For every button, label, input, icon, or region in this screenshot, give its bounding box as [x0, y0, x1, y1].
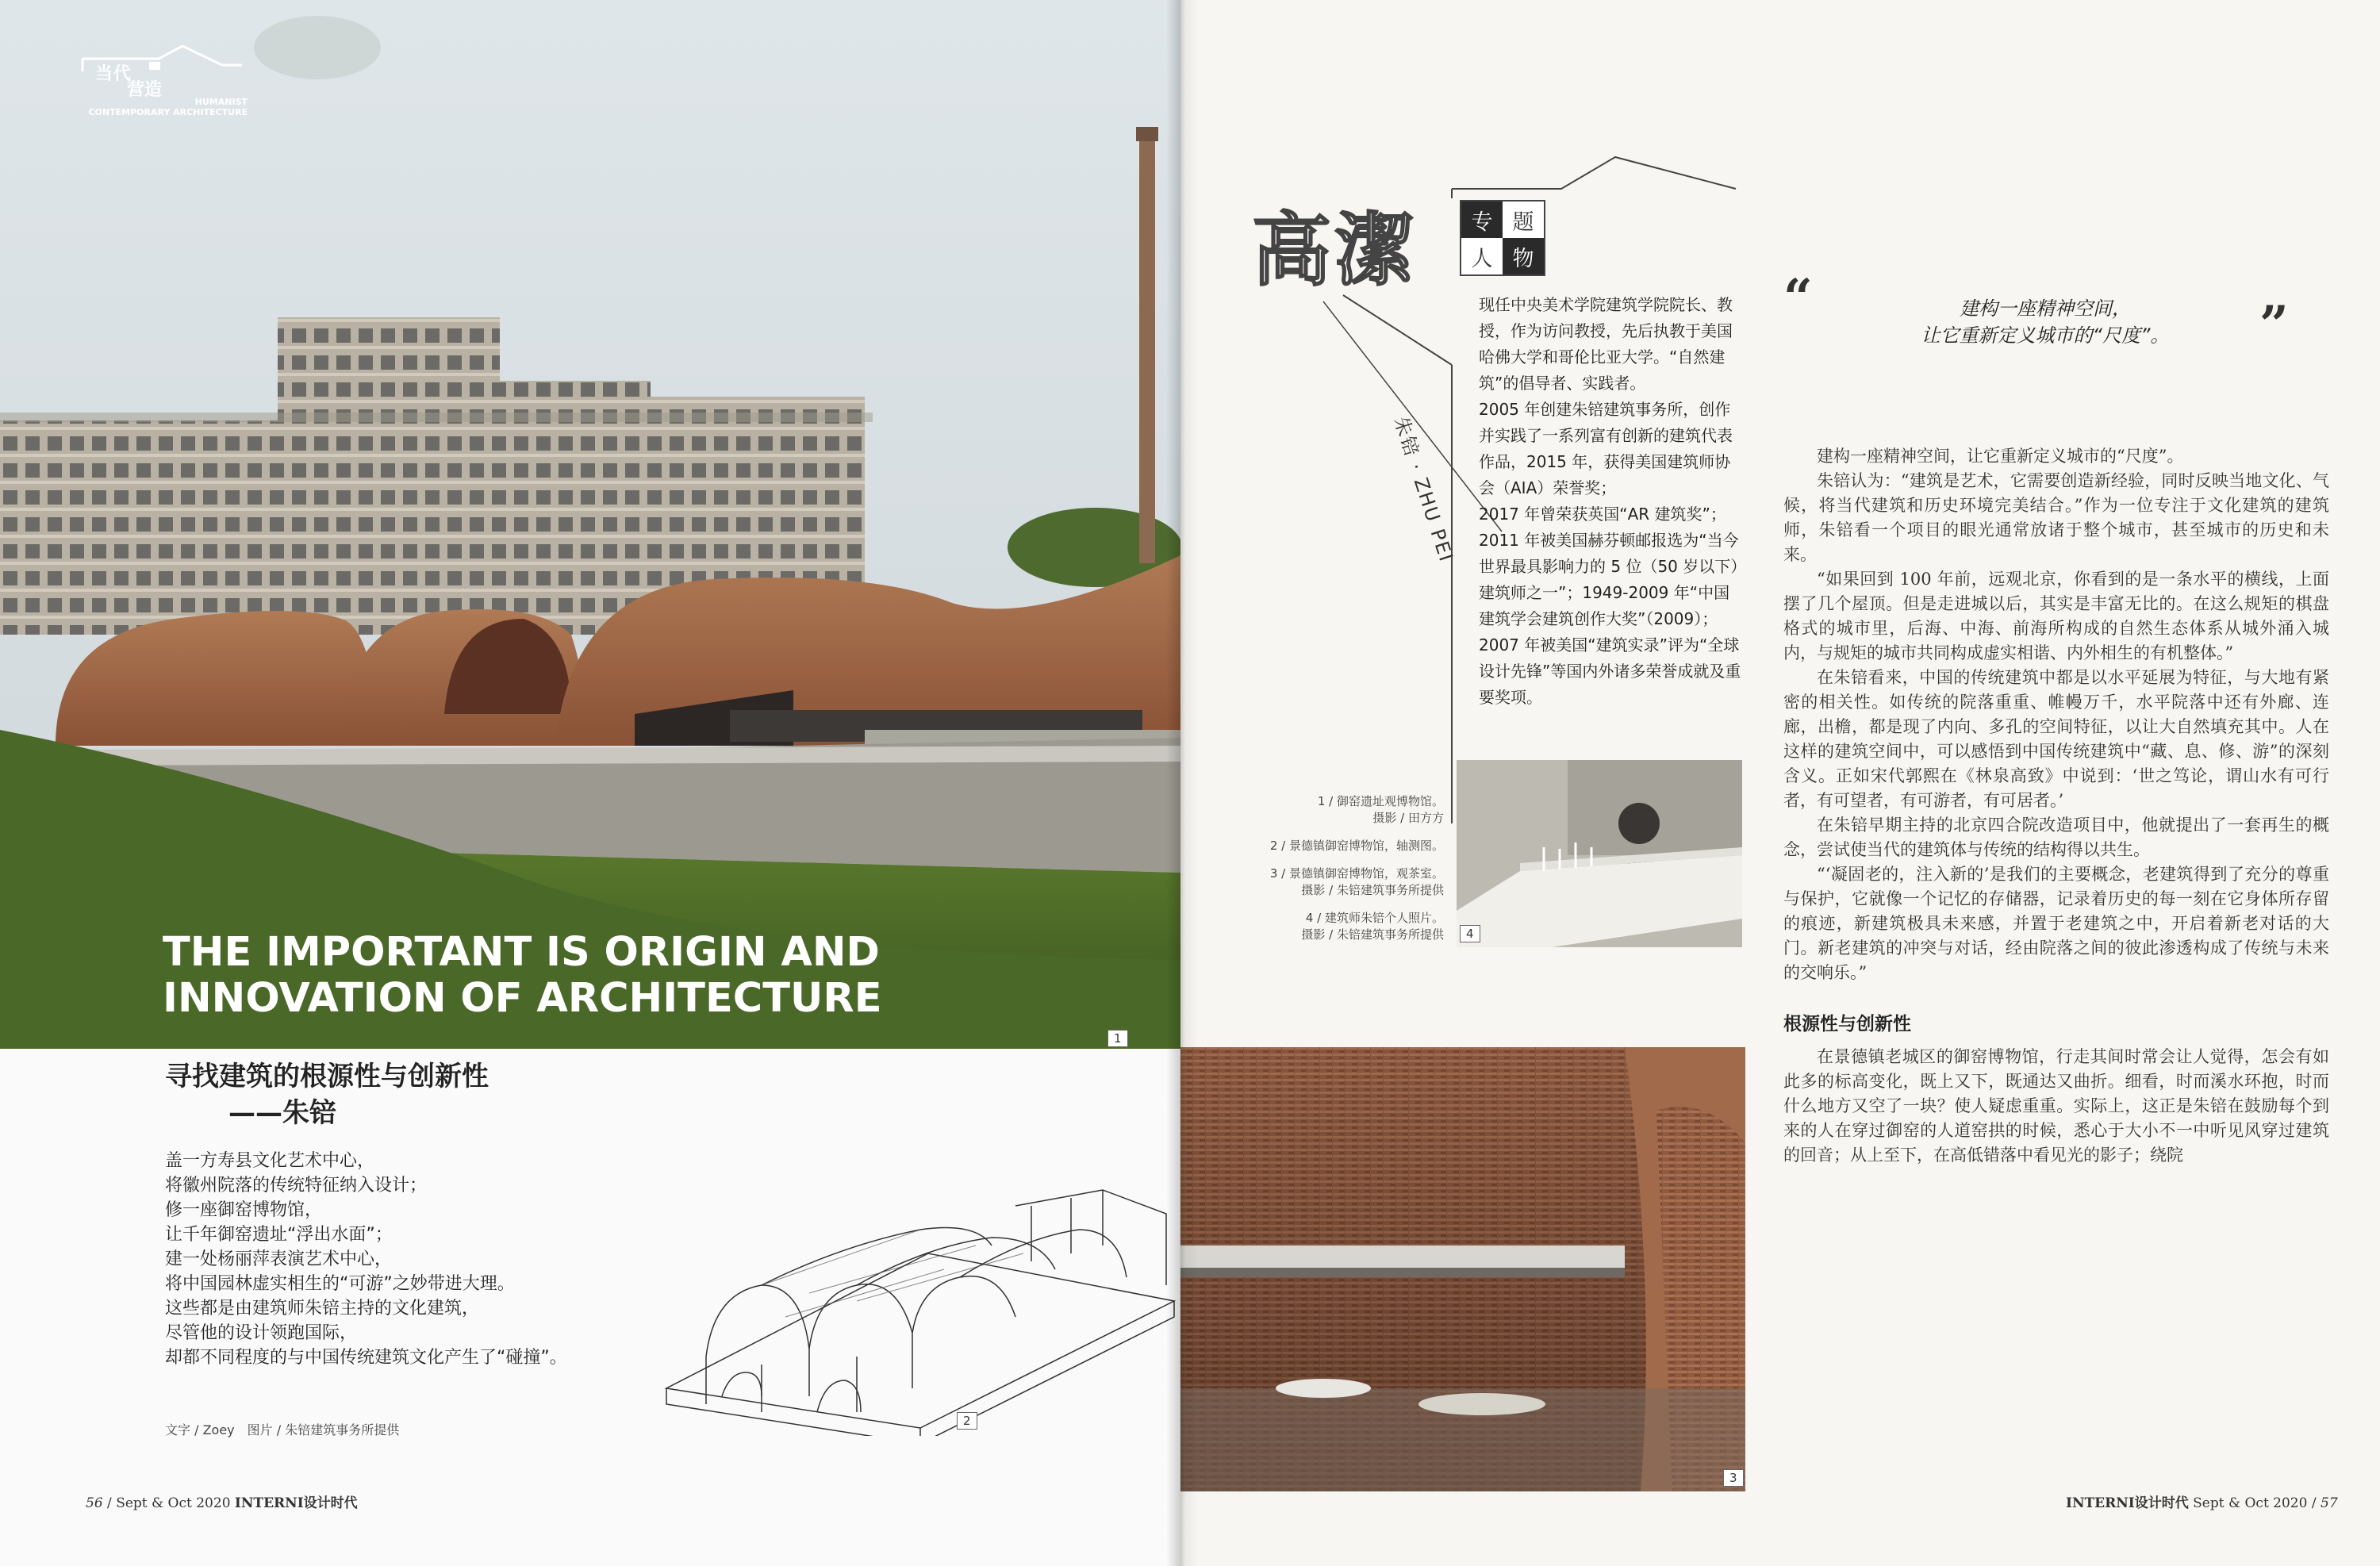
- axonometric-drawing-svg: [658, 1158, 1180, 1436]
- topic-tag-char3: 人: [1461, 238, 1503, 274]
- bio-paragraph: 2017 年曾荣获英国“AR 建筑奖”；: [1479, 505, 1726, 524]
- intro-line: 建一处杨丽萍表演艺术中心，: [165, 1249, 393, 1269]
- quote-text: [1855, 295, 2236, 349]
- brand-sub: HUMANIST CONTEMPORARY ARCHITECTURE: [88, 97, 248, 117]
- photo-caption: 3 / 景德镇御窑博物馆，观茶室。 摄影 / 朱锫建筑事务所提供: [1269, 866, 1444, 897]
- article-paragraph: 在朱锫早期主持的北京四合院改造项目中，他就提出了一套再生的概念，尝试使当代的建筑体与传统的结构得以共生。: [1783, 816, 2329, 859]
- intro-line: 将中国园林虚实相生的“可游”之妙带进大理。: [165, 1274, 515, 1294]
- designer-name-vertical: 朱锫 · ZHU PEI: [1389, 413, 1458, 566]
- hero-title-line1: THE IMPORTANT IS ORIGIN AND: [163, 929, 880, 976]
- topic-tag: [1460, 200, 1545, 276]
- intro-line: 将徽州院落的传统特征纳入设计；: [165, 1176, 428, 1196]
- article-paragraph: 在朱锫看来，中国的传统建筑中都是以水平延展为特征，与大地有紧密的相关性。如传统的院落重重、帷幔万千，水平院落中还有外廊、连廊，出檐，都是现了内向、多孔的空间特征，以让大自然填充其中。人在这样的建筑空间中，可以感悟到中国传统建筑中“藏、息、修、游”的深刻含义。正如宋代郭熙在《林泉高致》中说到：‘世之笃论，谓山水有可行者，有可望者，有可游者，有可居者。’: [1783, 668, 2329, 810]
- photo4-number: 4: [1460, 925, 1480, 942]
- architect-photo-illustration: [1457, 760, 1742, 947]
- footer-left-mag: INTERNI设计时代: [234, 1495, 358, 1511]
- intro-line: 修一座御窑博物馆，: [165, 1200, 323, 1220]
- article-paragraph: 朱锫认为：“建筑是艺术，它需要创造新经验，同时反映当地文化、气候，将当代建筑和历史环境完美结合。”作为一位专注于文化建筑的建筑师，朱锫看一个项目的眼光通常放诸于整个城市，甚至城市的历史和未来。: [1783, 471, 2329, 564]
- quote-open-mark: “: [1783, 268, 1813, 328]
- hero-title-line2: INNOVATION OF ARCHITECTURE: [163, 975, 882, 1022]
- footer-left-page: 56: [86, 1495, 103, 1511]
- article-paragraph: “‘凝固老的，注入新的’是我们的主要概念，老建筑得到了充分的尊重与保护，它就像一个记忆的存储器，记录着历史的每一刻在它身体所存留的痕迹，新建筑极具未来感，并置于老建筑之中，开启着新老对话的大门。新老建筑的冲突与对话，经由院落之间的彼此渗透构成了传统与未来的交响乐。”: [1783, 865, 2329, 982]
- intro-line: 尽管他的设计领跑国际，: [165, 1323, 358, 1343]
- photo-caption: 1 / 御窑遗址观博物馆。 摄影 / 田方方: [1317, 794, 1444, 825]
- article-body: [1783, 444, 2329, 1168]
- topic-tag-char4: 物: [1503, 238, 1544, 274]
- photo-caption: 2 / 景德镇御窑博物馆，轴测图。: [1269, 839, 1444, 853]
- footer-right: INTERNI设计时代 Sept & Oct 2020 / 57: [2066, 1495, 2338, 1511]
- hero-photo: [0, 0, 1180, 1049]
- photo-caption: 4 / 建筑师朱锫个人照片。 摄影 / 朱锫建筑事务所提供: [1301, 911, 1444, 942]
- intro-text: [165, 1149, 567, 1370]
- photo3-number: 3: [1723, 1469, 1744, 1487]
- brand-line1: 当代: [95, 64, 132, 84]
- photo-captions: [1257, 793, 1444, 954]
- tea-room-photo-illustration: [1180, 1047, 1745, 1491]
- intro-line: 盖一方寿县文化艺术中心，: [165, 1151, 375, 1171]
- hero-title: [163, 930, 882, 1022]
- bio-paragraph: 2005 年创建朱锫建筑事务所，创作并实践了一系列富有创新的建筑代表作品，2015 年，获得美国建筑师协会（AIA）荣誉奖；: [1479, 400, 1733, 497]
- article-subhead: 根源性与创新性: [1783, 1014, 1911, 1034]
- cn-title-line1: 寻找建筑的根源性与创新性: [165, 1061, 489, 1092]
- article-paragraph: “如果回到 100 年前，远观北京，你看到的是一条水平的横线，上面摆了几个屋顶。但是走进城以后，其实是丰富无比的。在这么规矩的棋盘格式的城市里，后海、中海、前海所构成的自然生态体系从城外涌入城内，与规矩的城市共同构成虚实相谐、内外相生的有机整体。”: [1783, 570, 2329, 662]
- right-page: [1180, 0, 2380, 1566]
- designer-bio: [1479, 292, 1742, 711]
- quote-close-mark: ”: [2259, 295, 2289, 355]
- photo1-number: 1: [1107, 1030, 1128, 1047]
- footer-right-date: Sept & Oct 2020: [2193, 1495, 2308, 1511]
- museum-photo-illustration: [0, 0, 1180, 1049]
- bio-paragraph: 现任中央美术学院建筑学院院长、教授，作为访问教授，先后执教于美国哈佛大学和哥伦比亚大学。“自然建筑”的倡导者、实践者。: [1479, 295, 1733, 393]
- footer-right-mag: INTERNI设计时代: [2066, 1495, 2189, 1511]
- drawing-number: 2: [957, 1412, 977, 1430]
- brand-line2: 营造: [127, 80, 163, 100]
- intro-line: 这些都是由建筑师朱锫主持的文化建筑，: [165, 1299, 480, 1318]
- left-page: [0, 0, 1180, 1566]
- topic-tag-char1: 专: [1461, 202, 1503, 238]
- axonometric-drawing: [658, 1158, 1180, 1436]
- intro-line: 让千年御窑遗址“浮出水面”；: [165, 1225, 393, 1245]
- bio-paragraph: 2011 年被美国赫芬顿邮报选为“当今世界最具影响力的 5 位（50 岁以下）建筑师之一”；1949-2009 年“中国建筑学会建筑创作大奖”（2009）；2007 年被美国“建筑实录”评为“全球设计先锋”等国内外诸多荣誉成就及重要奖项。: [1479, 531, 1741, 707]
- quote-line1: 建构一座精神空间，: [1960, 297, 2131, 320]
- footer-left-date: Sept & Oct 2020: [116, 1495, 231, 1511]
- credit-line: 文字 / Zoey 图片 / 朱锫建筑事务所提供: [165, 1422, 400, 1437]
- article-paragraph: 建构一座精神空间，让它重新定义城市的“尺度”。: [1817, 447, 2184, 466]
- cn-title-line2: ——朱锫: [228, 1097, 336, 1129]
- quote-line2: 让它重新定义城市的“尺度”。: [1921, 324, 2170, 347]
- article-paragraph: 在景德镇老城区的御窑博物馆，行走其间时常会让人觉得，怎会有如此多的标高变化，既上又下，既通达又曲折。细看，时而溪水环抱，时而什么地方又空了一块？使人疑虑重重。实际上，这正是朱锫在鼓励每个到来的人在穿过御窑的人道窑拱的时候，悉心于大小不一中听见风穿过建筑的回音；从上至下，在高低错落中看见光的影子；绕院: [1783, 1047, 2329, 1165]
- footer-left: 56 / Sept & Oct 2020 INTERNI设计时代: [86, 1495, 358, 1511]
- tea-room-photo: [1180, 1047, 1745, 1491]
- topic-tag-char2: 题: [1503, 202, 1544, 238]
- profile-big-title: 高潔: [1252, 204, 1417, 297]
- page-gutter-shadow: [1166, 0, 1198, 1566]
- architect-photo: [1457, 760, 1742, 947]
- footer-right-page: 57: [2320, 1495, 2338, 1511]
- cn-title: [165, 1058, 489, 1131]
- intro-line: 却都不同程度的与中国传统建筑文化产生了“碰撞”。: [165, 1348, 567, 1368]
